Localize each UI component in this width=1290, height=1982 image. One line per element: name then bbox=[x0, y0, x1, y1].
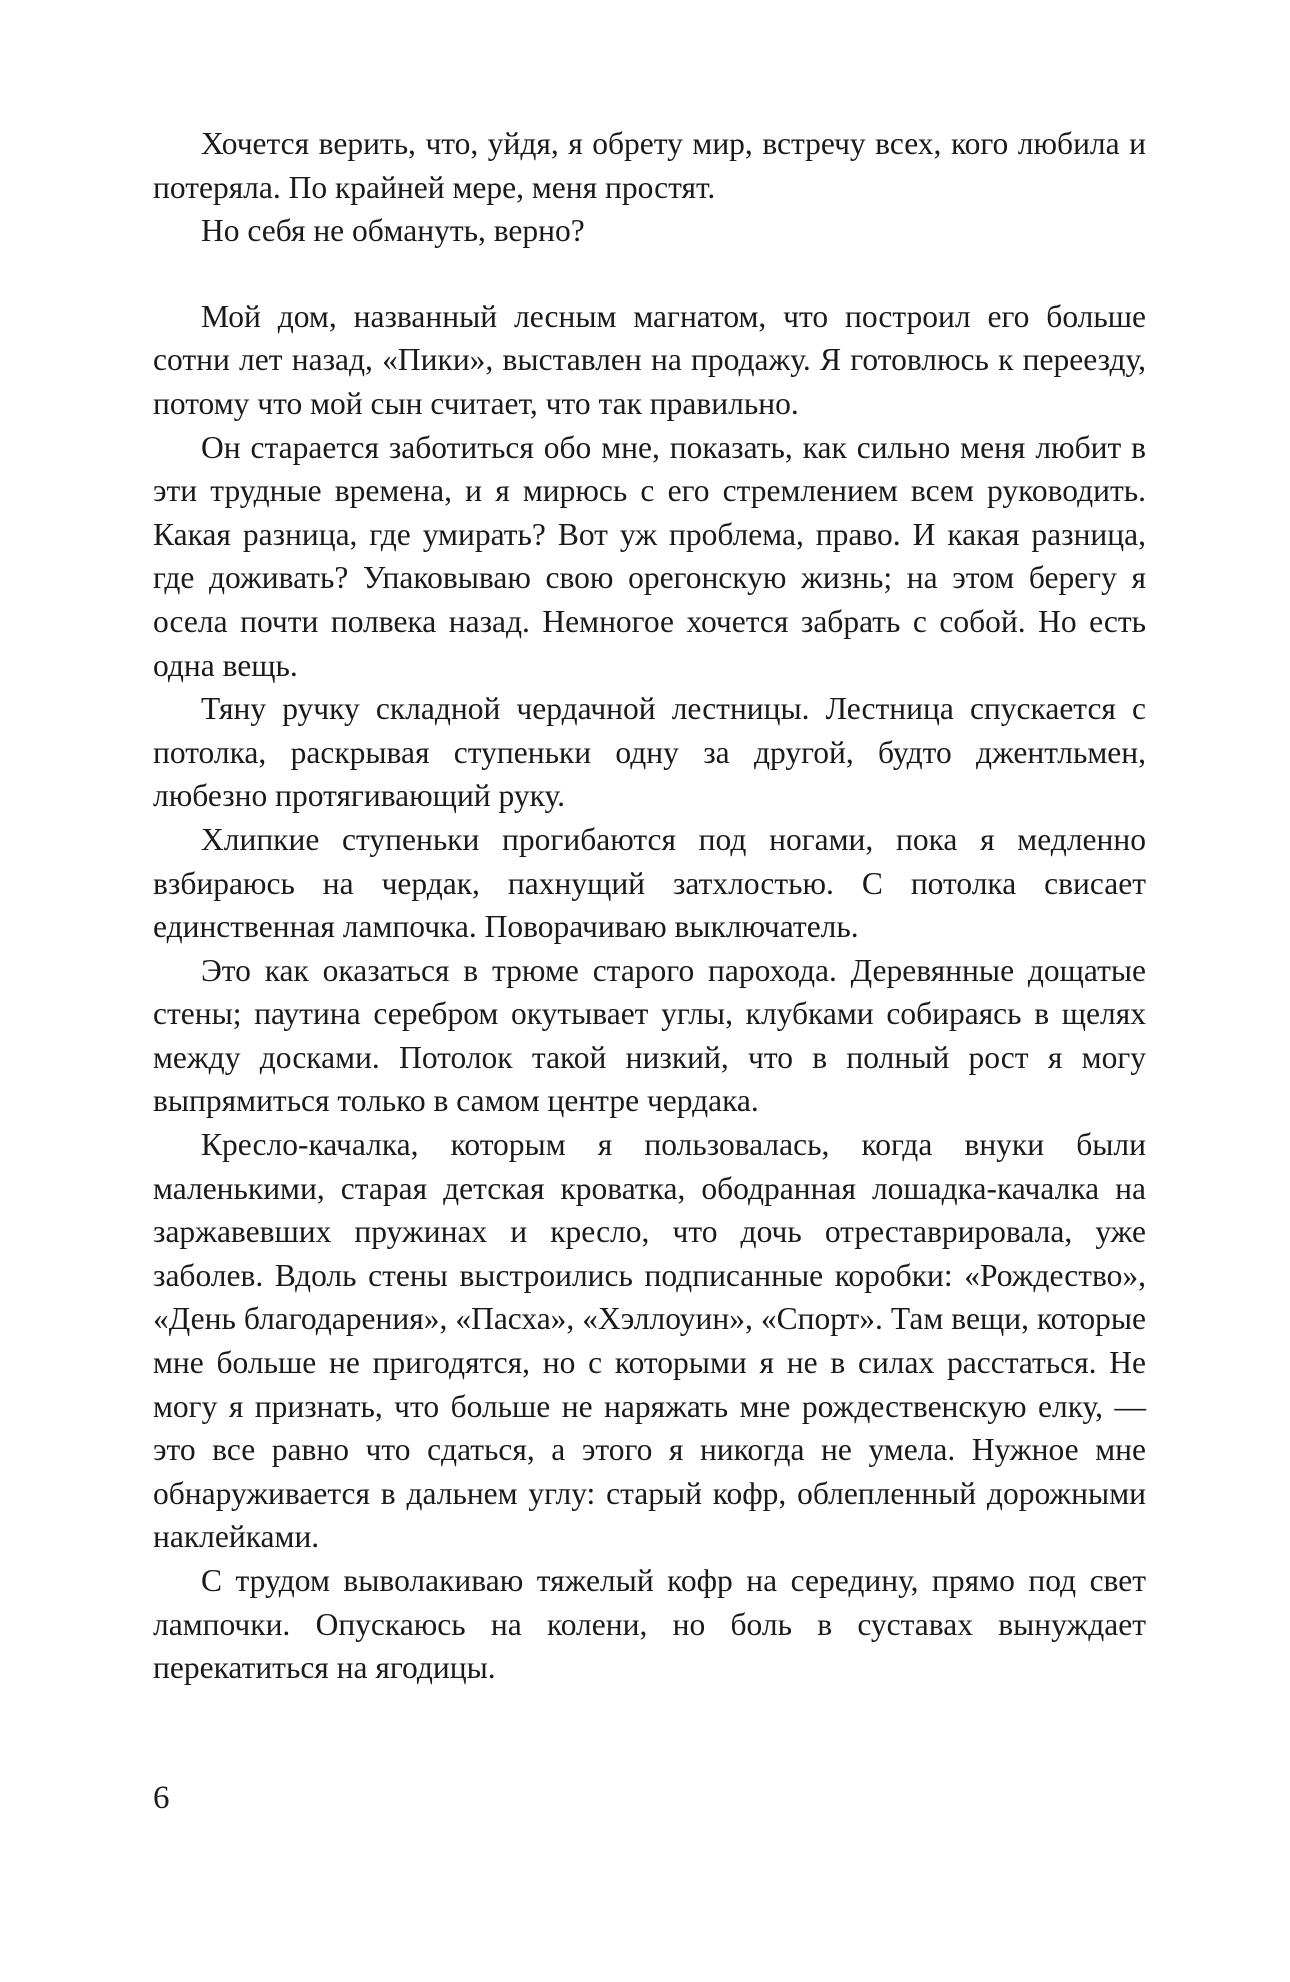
paragraph: Но себя не обмануть, верно? bbox=[201, 213, 585, 249]
paragraph: С трудом выволакиваю тяжелый кофр на середину, прямо под свет лампочки. Опускаюсь на колени, но боль в суставах вынуждает перекатиться на ягодицы. bbox=[153, 1563, 1146, 1686]
paragraph: Хочется верить, что, уйдя, я обрету мир, встречу всех, кого любила и потеряла. По крайней мере, меня простят. bbox=[153, 126, 1146, 205]
paragraph: Он старается заботиться обо мне, показать, как сильно меня любит в эти трудные времена, и я мирюсь с его стремлением всем руководить. Какая разница, где умирать? Вот уж проблема, право. И какая разница, где доживать? Упаковываю свою орегонскую жизнь; на этом берегу я осела почти полвека назад. Немногое хочется забрать с собой. Но есть одна вещь. bbox=[153, 429, 1146, 683]
page-number: 6 bbox=[153, 1780, 170, 1816]
paragraph: Хлипкие ступеньки прогибаются под ногами, пока я медленно взбираюсь на чердак, пахнущий затхлостью. С потолка свисает единственная лампочка. Поворачиваю выключатель. bbox=[153, 821, 1146, 945]
paragraph: Мой дом, названный лесным магнатом, что построил его больше сотни лет назад, «Пики», выставлен на продажу. Я готовлюсь к переезду, потому что мой сын считает, что так правильно. bbox=[153, 298, 1146, 421]
paragraph: Это как оказаться в трюме старого парохода. Деревянные дощатые стены; паутина серебром окутывает углы, клубками собираясь в щелях между досками. Потолок такой низкий, что в полный рост я могу выпрямиться только в самом центре чердака. bbox=[153, 952, 1146, 1119]
body-text bbox=[153, 122, 1146, 1690]
paragraph: Кресло-качалка, которым я пользовалась, когда внуки были маленькими, старая детская кроватка, ободранная лошадка-качалка на заржавевших пружинах и кресло, что дочь отреставрировала, уже заболев. Вдоль стены выстроились подписанные коробки: «Рождество», «День благодарения», «Пасха», «Хэллоуин», «Спорт». Там вещи, которые мне больше не пригодятся, но с которыми я не в силах расстаться. Не могу я признать, что больше не наряжать мне рождественскую елку, — это все равно что сдаться, а этого я никогда не умела. Нужное мне обнаруживается в дальнем углу: старый кофр, облепленный дорожными наклейками. bbox=[153, 1127, 1146, 1555]
paragraph: Тяну ручку складной чердачной лестницы. Лестница спускается с потолка, раскрывая ступеньки одну за другой, будто джентльмен, любезно протягивающий руку. bbox=[153, 691, 1146, 814]
